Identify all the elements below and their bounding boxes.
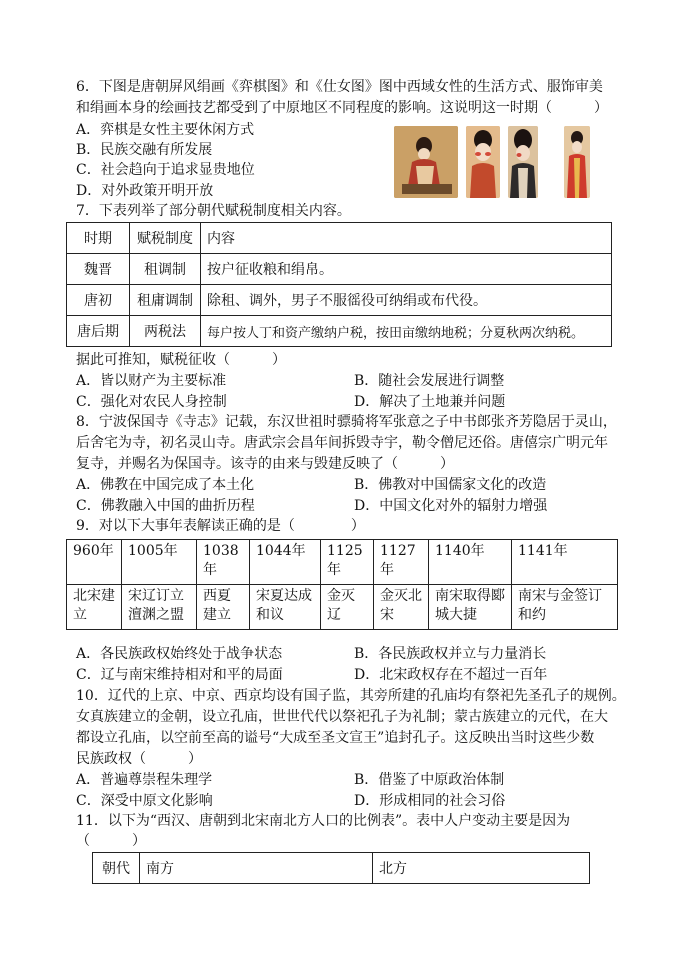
table-header-row: [67, 223, 612, 254]
q8-option-d: D．中国文化对外的辐射力增强: [354, 498, 548, 514]
q6-option-c: C．社会趋向于追求显贵地位: [76, 162, 255, 178]
table-cell: 按户征收粮和绢帛。: [201, 254, 612, 285]
q10-option-d: D．形成相同的社会习俗: [354, 793, 506, 809]
table-cell: 两税法: [130, 316, 201, 347]
q8-option-c: C．佛教融入中国的曲折历程: [76, 498, 255, 514]
table-cell: 租调制: [130, 254, 201, 285]
q7-option-c: C．强化对农民人身控制: [76, 394, 227, 410]
table-cell: 金灭北宋: [374, 585, 429, 630]
table-cell: 宋夏达成和议: [250, 585, 321, 630]
table-cell: 南宋与金签订和约: [512, 585, 618, 630]
table-cell: 西夏建立: [197, 585, 250, 630]
header-period: 时期: [67, 223, 130, 254]
table-cell: 1141年: [512, 540, 618, 585]
q7-stem: 7．下表列举了部分朝代赋税制度相关内容。: [76, 203, 351, 219]
q7-after-text: 据此可推知，赋税征收（ ）: [76, 352, 286, 368]
q10-option-b: B．借鉴了中原政治体制: [354, 772, 505, 788]
q8-stem-line-1: 8．宁波保国寺《寺志》记载，东汉世祖时骠骑将军张意之子中书郎张齐芳隐居于灵山，: [76, 414, 617, 430]
table-header-row: [93, 853, 590, 884]
painting-lady-1-image: [466, 126, 500, 198]
q10-stem-line-3: 都设立孔庙，以空前至高的谥号“大成至圣文宣王”追封孔子。这反映出当时这些少数: [76, 730, 595, 746]
q9-option-d: D．北宋政权存在不超过一百年: [354, 667, 548, 683]
q8-option-a: A．佛教在中国完成了本土化: [76, 477, 255, 493]
q6-stem-line-2: 和绢画本身的绘画技艺都受到了中原地区不同程度的影响。这说明这一时期（ ）: [76, 100, 608, 116]
table-cell: 南宋取得郾城大捷: [429, 585, 512, 630]
q10-stem-line-2: 女真族建立的金朝，设立孔庙，世世代代以祭祀孔子为礼制；蒙古族建立的元代，在大: [76, 709, 608, 725]
table-cell: 金灭辽: [321, 585, 374, 630]
header-dynasty: 朝代: [93, 853, 140, 884]
q7-option-b: B．随社会发展进行调整: [354, 373, 505, 389]
q8-stem-line-3: 复寺，并赐名为保国寺。该寺的由来与毁建反映了（ ）: [76, 456, 454, 472]
q6-option-d: D．对外政策开明开放: [76, 183, 214, 199]
q7-option-d: D．解决了土地兼并问题: [354, 394, 506, 410]
q9-option-a: A．各民族政权始终处于战争状态: [76, 646, 283, 662]
header-content: 内容: [201, 223, 612, 254]
q10-option-c: C．深受中原文化影响: [76, 793, 213, 809]
table-cell: 1005年: [122, 540, 197, 585]
table-cell: 魏晋: [67, 254, 130, 285]
table-cell: 北宋建立: [67, 585, 122, 630]
timeline-events-row: [67, 585, 618, 630]
table-cell: 1044年: [250, 540, 321, 585]
q8-option-b: B．佛教对中国儒家文化的改造: [354, 477, 547, 493]
table-row: [67, 254, 612, 285]
q11-population-table: [92, 852, 590, 884]
table-cell: 除租、调外，男子不服徭役可纳绢或布代役。: [201, 285, 612, 316]
q9-stem: 9．对以下大事年表解读正确的是（ ）: [76, 518, 365, 534]
table-cell: 唐后期: [67, 316, 130, 347]
header-north: 北方: [373, 853, 590, 884]
table-row: [67, 316, 612, 347]
table-cell: 宋辽订立澶渊之盟: [122, 585, 197, 630]
table-cell: 960年: [67, 540, 122, 585]
q10-stem-line-4: 民族政权（ ）: [76, 751, 202, 767]
table-cell: 唐初: [67, 285, 130, 316]
q6-option-b: B．民族交融有所发展: [76, 142, 213, 158]
q10-option-a: A．普遍尊崇程朱理学: [76, 772, 213, 788]
q11-answer-blank: （ ）: [76, 833, 146, 849]
table-cell: 租庸调制: [130, 285, 201, 316]
q7-tax-table: [66, 222, 612, 347]
table-cell: 每户按人丁和资产缴纳户税，按田亩缴纳地税；分夏秋两次纳税。: [201, 316, 612, 347]
header-tax-system: 赋税制度: [130, 223, 201, 254]
q6-option-a: A．弈棋是女性主要休闲方式: [76, 122, 255, 138]
timeline-years-row: [67, 540, 618, 585]
painting-lady-2-image: [508, 126, 538, 198]
table-cell: 1140年: [429, 540, 512, 585]
table-cell: 1125年: [321, 540, 374, 585]
q9-timeline-table: [66, 539, 618, 630]
painting-lady-3-image: [564, 126, 590, 198]
q8-stem-line-2: 后舍宅为寺，初名灵山寺。唐武宗会昌年间拆毁寺宇，勒令僧尼还俗。唐僖宗广明元年: [76, 435, 608, 451]
q9-option-c: C．辽与南宋维持相对和平的局面: [76, 667, 283, 683]
q6-stem-line-1: 6．下图是唐朝屏风绢画《弈棋图》和《仕女图》图中西域女性的生活方式、服饰审美: [76, 79, 603, 95]
table-row: [67, 285, 612, 316]
q10-stem-line-1: 10．辽代的上京、中京、西京均设有国子监，其旁所建的孔庙均有祭祀先圣孔子的规例。: [76, 688, 626, 704]
table-cell: 1038年: [197, 540, 250, 585]
q7-option-a: A．皆以财产为主要标准: [76, 373, 227, 389]
header-south: 南方: [140, 853, 373, 884]
table-cell: 1127年: [374, 540, 429, 585]
q9-option-b: B．各民族政权并立与力量消长: [354, 646, 547, 662]
q11-stem: 11．以下为“西汉、唐朝到北宋南北方人口的比例表”。表中人户变动主要是因为: [76, 813, 571, 829]
painting-weiqi-image: [394, 126, 458, 198]
